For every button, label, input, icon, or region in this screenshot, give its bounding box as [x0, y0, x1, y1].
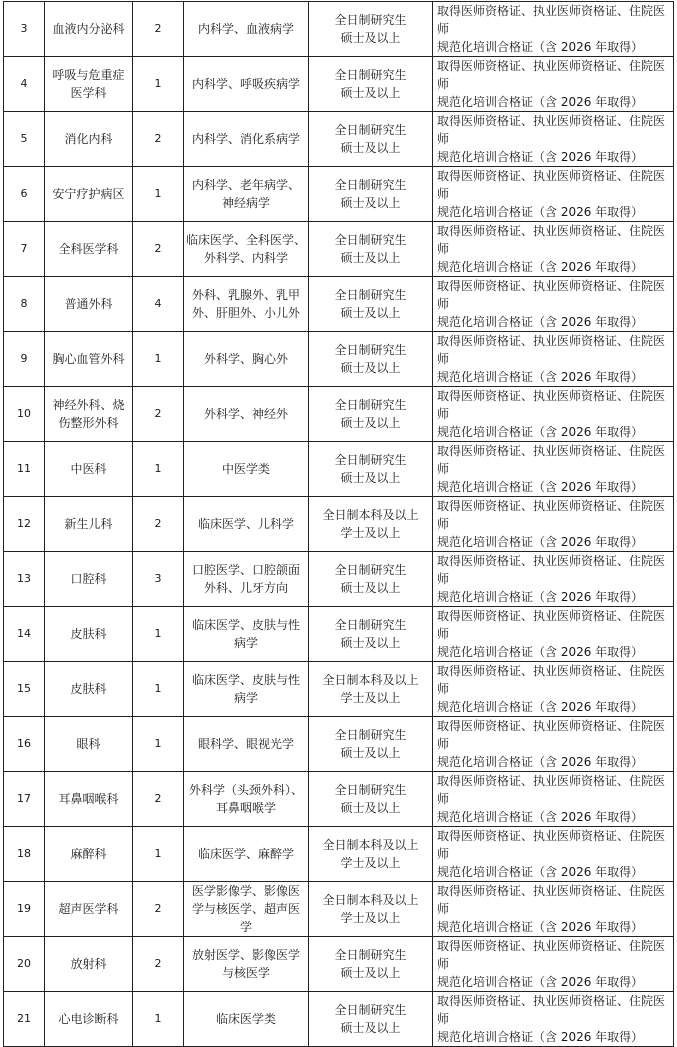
cell-requirement: 取得医师资格证、执业医师资格证、住院医师 规范化培训合格证（含 2026 年取得）	[433, 57, 674, 112]
table-row	[4, 2, 674, 57]
cell-headcount: 1	[133, 992, 184, 1047]
cell-department: 血液内分泌科	[45, 2, 133, 57]
cell-headcount: 2	[133, 937, 184, 992]
cell-major: 中医学类	[184, 442, 309, 497]
table-row	[4, 662, 674, 717]
cell-requirement: 取得医师资格证、执业医师资格证、住院医师 规范化培训合格证（含 2026 年取得）	[433, 607, 674, 662]
cell-seq: 13	[4, 552, 45, 607]
cell-requirement: 取得医师资格证、执业医师资格证、住院医师 规范化培训合格证（含 2026 年取得）	[433, 772, 674, 827]
cell-department: 放射科	[45, 937, 133, 992]
cell-department: 皮肤科	[45, 662, 133, 717]
cell-department: 胸心血管外科	[45, 332, 133, 387]
cell-major: 外科学（头颈外科）、 耳鼻咽喉学	[184, 772, 309, 827]
cell-education: 全日制本科及以上 学士及以上	[309, 662, 433, 717]
cell-requirement: 取得医师资格证、执业医师资格证、住院医师 规范化培训合格证（含 2026 年取得）	[433, 332, 674, 387]
table-row	[4, 992, 674, 1047]
cell-requirement: 取得医师资格证、执业医师资格证、住院医师 规范化培训合格证（含 2026 年取得）	[433, 937, 674, 992]
table-body	[4, 2, 674, 1047]
recruitment-table	[3, 1, 674, 1047]
cell-major: 内科学、血液病学	[184, 2, 309, 57]
cell-requirement: 取得医师资格证、执业医师资格证、住院医师 规范化培训合格证（含 2026 年取得）	[433, 387, 674, 442]
table-row	[4, 552, 674, 607]
cell-department: 新生儿科	[45, 497, 133, 552]
table-row	[4, 57, 674, 112]
cell-requirement: 取得医师资格证、执业医师资格证、住院医师 规范化培训合格证（含 2026 年取得）	[433, 882, 674, 937]
cell-headcount: 2	[133, 497, 184, 552]
cell-major: 外科、乳腺外、乳甲 外、肝胆外、小儿外	[184, 277, 309, 332]
cell-headcount: 1	[133, 57, 184, 112]
cell-headcount: 1	[133, 332, 184, 387]
cell-department: 中医科	[45, 442, 133, 497]
cell-department: 安宁疗护病区	[45, 167, 133, 222]
cell-education: 全日制本科及以上 学士及以上	[309, 497, 433, 552]
cell-department: 呼吸与危重症 医学科	[45, 57, 133, 112]
cell-education: 全日制研究生 硕士及以上	[309, 442, 433, 497]
cell-requirement: 取得医师资格证、执业医师资格证、住院医师 规范化培训合格证（含 2026 年取得）	[433, 442, 674, 497]
cell-education: 全日制研究生 硕士及以上	[309, 937, 433, 992]
cell-education: 全日制研究生 硕士及以上	[309, 167, 433, 222]
cell-requirement: 取得医师资格证、执业医师资格证、住院医师 规范化培训合格证（含 2026 年取得）	[433, 222, 674, 277]
cell-requirement: 取得医师资格证、执业医师资格证、住院医师 规范化培训合格证（含 2026 年取得）	[433, 992, 674, 1047]
cell-seq: 20	[4, 937, 45, 992]
cell-major: 临床医学、全科医学、 外科学、内科学	[184, 222, 309, 277]
cell-education: 全日制本科及以上 学士及以上	[309, 827, 433, 882]
table-row	[4, 332, 674, 387]
table-row	[4, 717, 674, 772]
cell-requirement: 取得医师资格证、执业医师资格证、住院医师 规范化培训合格证（含 2026 年取得）	[433, 827, 674, 882]
cell-seq: 14	[4, 607, 45, 662]
cell-education: 全日制研究生 硕士及以上	[309, 277, 433, 332]
cell-major: 外科学、胸心外	[184, 332, 309, 387]
cell-education: 全日制研究生 硕士及以上	[309, 717, 433, 772]
cell-headcount: 1	[133, 442, 184, 497]
cell-seq: 12	[4, 497, 45, 552]
cell-seq: 8	[4, 277, 45, 332]
cell-seq: 19	[4, 882, 45, 937]
cell-department: 消化内科	[45, 112, 133, 167]
cell-headcount: 1	[133, 662, 184, 717]
cell-department: 超声医学科	[45, 882, 133, 937]
cell-education: 全日制研究生 硕士及以上	[309, 387, 433, 442]
cell-seq: 21	[4, 992, 45, 1047]
cell-seq: 9	[4, 332, 45, 387]
cell-education: 全日制研究生 硕士及以上	[309, 222, 433, 277]
cell-headcount: 1	[133, 607, 184, 662]
cell-seq: 5	[4, 112, 45, 167]
cell-major: 内科学、老年病学、 神经病学	[184, 167, 309, 222]
cell-headcount: 2	[133, 112, 184, 167]
cell-education: 全日制研究生 硕士及以上	[309, 2, 433, 57]
cell-seq: 3	[4, 2, 45, 57]
cell-major: 临床医学、儿科学	[184, 497, 309, 552]
table-row	[4, 167, 674, 222]
cell-major: 眼科学、眼视光学	[184, 717, 309, 772]
table-row	[4, 937, 674, 992]
cell-headcount: 1	[133, 717, 184, 772]
cell-requirement: 取得医师资格证、执业医师资格证、住院医师 规范化培训合格证（含 2026 年取得）	[433, 167, 674, 222]
cell-education: 全日制本科及以上 学士及以上	[309, 882, 433, 937]
cell-seq: 16	[4, 717, 45, 772]
table-row	[4, 387, 674, 442]
cell-department: 普通外科	[45, 277, 133, 332]
table-row	[4, 277, 674, 332]
table-row	[4, 772, 674, 827]
cell-major: 医学影像学、影像医 学与核医学、超声医 学	[184, 882, 309, 937]
cell-department: 全科医学科	[45, 222, 133, 277]
cell-requirement: 取得医师资格证、执业医师资格证、住院医师 规范化培训合格证（含 2026 年取得）	[433, 112, 674, 167]
cell-education: 全日制研究生 硕士及以上	[309, 607, 433, 662]
cell-major: 外科学、神经外	[184, 387, 309, 442]
cell-seq: 4	[4, 57, 45, 112]
cell-major: 内科学、呼吸疾病学	[184, 57, 309, 112]
cell-major: 临床医学类	[184, 992, 309, 1047]
cell-seq: 17	[4, 772, 45, 827]
cell-requirement: 取得医师资格证、执业医师资格证、住院医师 规范化培训合格证（含 2026 年取得）	[433, 277, 674, 332]
table-row	[4, 497, 674, 552]
table-row	[4, 112, 674, 167]
cell-education: 全日制研究生 硕士及以上	[309, 112, 433, 167]
cell-department: 麻醉科	[45, 827, 133, 882]
cell-department: 口腔科	[45, 552, 133, 607]
cell-requirement: 取得医师资格证、执业医师资格证、住院医师 规范化培训合格证（含 2026 年取得）	[433, 717, 674, 772]
cell-department: 眼科	[45, 717, 133, 772]
table-row	[4, 827, 674, 882]
cell-headcount: 2	[133, 222, 184, 277]
cell-headcount: 1	[133, 167, 184, 222]
cell-seq: 10	[4, 387, 45, 442]
cell-seq: 6	[4, 167, 45, 222]
table-row	[4, 442, 674, 497]
cell-major: 口腔医学、口腔颌面 外科、儿牙方向	[184, 552, 309, 607]
cell-requirement: 取得医师资格证、执业医师资格证、住院医师 规范化培训合格证（含 2026 年取得）	[433, 2, 674, 57]
cell-requirement: 取得医师资格证、执业医师资格证、住院医师 规范化培训合格证（含 2026 年取得）	[433, 662, 674, 717]
cell-headcount: 4	[133, 277, 184, 332]
table-row	[4, 222, 674, 277]
cell-seq: 11	[4, 442, 45, 497]
cell-headcount: 2	[133, 772, 184, 827]
cell-education: 全日制研究生 硕士及以上	[309, 992, 433, 1047]
cell-headcount: 2	[133, 2, 184, 57]
cell-department: 皮肤科	[45, 607, 133, 662]
cell-department: 神经外科、烧 伤整形外科	[45, 387, 133, 442]
cell-headcount: 2	[133, 387, 184, 442]
table-row	[4, 607, 674, 662]
cell-headcount: 1	[133, 827, 184, 882]
cell-major: 临床医学、皮肤与性 病学	[184, 662, 309, 717]
cell-seq: 15	[4, 662, 45, 717]
table-row	[4, 882, 674, 937]
cell-education: 全日制研究生 硕士及以上	[309, 57, 433, 112]
cell-major: 临床医学、麻醉学	[184, 827, 309, 882]
cell-requirement: 取得医师资格证、执业医师资格证、住院医师 规范化培训合格证（含 2026 年取得）	[433, 552, 674, 607]
cell-major: 内科学、消化系病学	[184, 112, 309, 167]
cell-headcount: 2	[133, 882, 184, 937]
cell-seq: 18	[4, 827, 45, 882]
cell-major: 放射医学、影像医学 与核医学	[184, 937, 309, 992]
cell-seq: 7	[4, 222, 45, 277]
cell-department: 心电诊断科	[45, 992, 133, 1047]
cell-education: 全日制研究生 硕士及以上	[309, 552, 433, 607]
cell-department: 耳鼻咽喉科	[45, 772, 133, 827]
cell-education: 全日制研究生 硕士及以上	[309, 772, 433, 827]
cell-education: 全日制研究生 硕士及以上	[309, 332, 433, 387]
cell-headcount: 3	[133, 552, 184, 607]
cell-major: 临床医学、皮肤与性 病学	[184, 607, 309, 662]
cell-requirement: 取得医师资格证、执业医师资格证、住院医师 规范化培训合格证（含 2026 年取得）	[433, 497, 674, 552]
